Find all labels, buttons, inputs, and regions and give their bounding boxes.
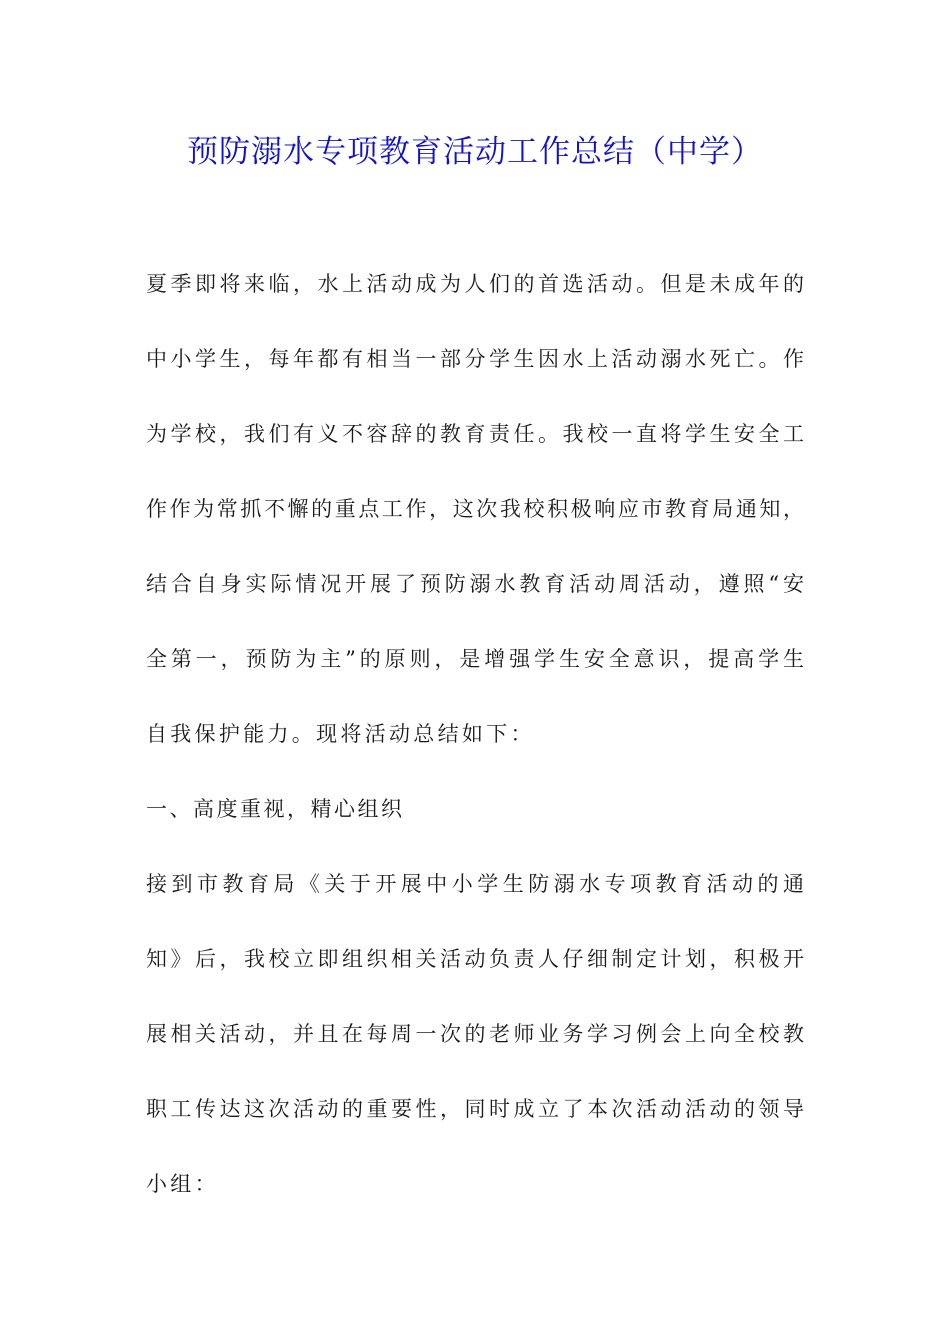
document-title: 预防溺水专项教育活动工作总结（中学） [187, 134, 763, 170]
paragraph-line: 中小学生，每年都有相当一部分学生因水上活动溺水死亡。作 [146, 347, 804, 371]
paragraph-line: 自我保护能力。现将活动总结如下： [146, 722, 535, 746]
paragraph-line: 全第一，预防为主”的原则，是增强学生安全意识，提高学生 [146, 647, 804, 671]
paragraph-line: 为学校，我们有义不容辞的教育责任。我校一直将学生安全工 [146, 422, 804, 446]
paragraph-line: 展相关活动，并且在每周一次的老师业务学习例会上向全校教 [146, 1022, 804, 1046]
paragraph-line: 夏季即将来临，水上活动成为人们的首选活动。但是未成年的 [146, 272, 804, 296]
paragraph-line: 知》后，我校立即组织相关活动负责人仔细制定计划，积极开 [146, 947, 804, 971]
paragraph-line: 职工传达这次活动的重要性，同时成立了本次活动活动的领导 [146, 1097, 804, 1121]
paragraph-line: 作作为常抓不懈的重点工作，这次我校积极响应市教育局通知， [146, 497, 804, 521]
paragraph-line: 结合自身实际情况开展了预防溺水教育活动周活动，遵照“安 [146, 572, 804, 596]
paragraph-line: 小组： [146, 1172, 219, 1196]
paragraph-line: 接到市教育局《关于开展中小学生防溺水专项教育活动的通 [146, 872, 804, 896]
section-heading: 一、高度重视，精心组织 [146, 797, 405, 821]
